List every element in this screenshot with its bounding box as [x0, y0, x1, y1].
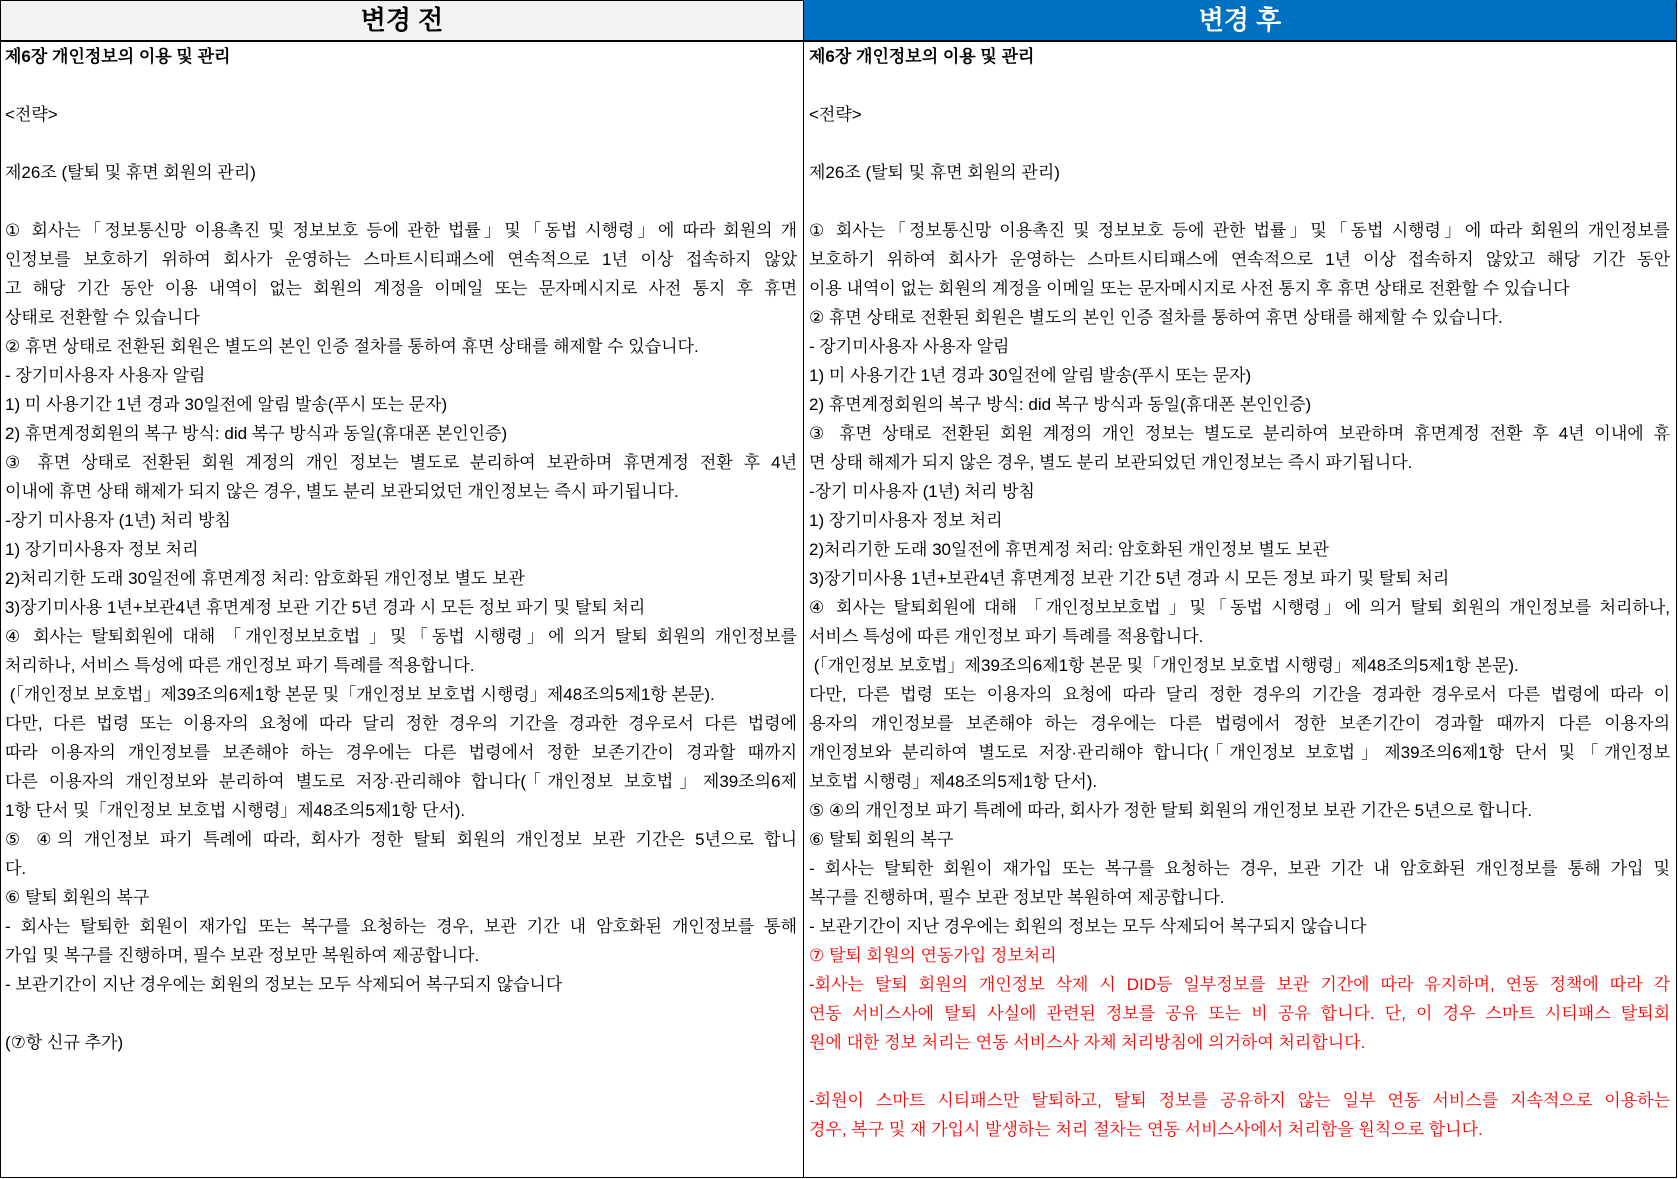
column-before — [0, 42, 804, 1178]
paragraph — [809, 680, 1670, 796]
text-line: ③ 휴면 상태로 전환된 회원 계정의 개인 정보는 별도로 분리하여 보관하며 휴면계정 전환 후 4년 이내에 휴 — [809, 424, 1670, 443]
text-line — [809, 129, 1670, 158]
paragraph — [5, 709, 797, 825]
paragraph — [809, 332, 1670, 361]
text-line — [5, 999, 797, 1028]
text-line: 1) 미 사용기간 1년 경과 30일전에 알림 발송(푸시 또는 문자) — [809, 366, 1252, 385]
paragraph — [5, 506, 797, 535]
text-line — [809, 71, 1670, 100]
blank-line — [809, 1057, 1670, 1086]
paragraph — [809, 535, 1670, 564]
added-paragraph — [809, 941, 1670, 970]
text-line — [5, 129, 797, 158]
paragraph — [5, 390, 797, 419]
text-line: 연동 서비스사에 탈퇴 사실에 관련된 정보를 공유 또는 비 공유 합니다. 단, 이 경우 스마트 시티패스 탈퇴회 — [809, 1004, 1670, 1023]
text-line — [809, 1057, 1670, 1086]
paragraph — [5, 622, 797, 680]
paragraph — [5, 825, 797, 883]
paragraph — [5, 158, 797, 187]
text-line: 다만, 다른 법령 또는 이용자의 요청에 따라 달리 정한 경우의 기간을 경과한 경우로서 다른 법령에 따라 이 — [809, 685, 1670, 704]
blank-line — [809, 187, 1670, 216]
paragraph — [809, 825, 1670, 854]
paragraph — [809, 564, 1670, 593]
header-before — [0, 0, 804, 42]
blank-line — [5, 999, 797, 1028]
text-line: 보호하기 위하여 회사가 운영하는 스마트시티패스에 연속적으로 1년 이상 접속하지 않았고 해당 기간 동안 — [809, 250, 1670, 269]
text-line: - 회사는 탈퇴한 회원이 재가입 또는 복구를 요청하는 경우, 보관 기간 내 암호화된 개인정보를 통해 — [5, 917, 797, 936]
text-line: ② 휴면 상태로 전환된 회원은 별도의 본인 인증 절차를 통하여 휴면 상태를 해제할 수 있습니다. — [5, 337, 699, 356]
text-line: 처리하나, 서비스 특성에 따른 개인정보 파기 특례를 적용합니다. — [5, 656, 475, 675]
paragraph — [809, 651, 1670, 680]
paragraph — [809, 506, 1670, 535]
text-line: ① 회사는「정보통신망 이용촉진 및 정보보호 등에 관한 법률」및「동법 시행령」에 따라 회원의 개인정보를 — [809, 221, 1670, 240]
text-line: 제26조 (탈퇴 및 휴면 회원의 관리) — [5, 163, 256, 182]
added-paragraph — [809, 1086, 1670, 1144]
text-line: ③ 휴면 상태로 전환된 회원 계정의 개인 정보는 별도로 분리하여 보관하며 휴면계정 전환 후 4년 — [5, 453, 797, 472]
text-line: - 장기미사용자 사용자 알림 — [5, 366, 206, 385]
paragraph — [5, 448, 797, 506]
paragraph — [5, 883, 797, 912]
text-line: 개인정보와 분리하여 별도로 저장·관리해야 합니다(「개인정보 보호법」제39조의6제1항 단서 및「개인정보 — [809, 743, 1670, 762]
chapter-title — [5, 42, 797, 71]
text-line: 보호법 시행령」제48조의5제1항 단서). — [809, 772, 1098, 791]
text-line: 가입 및 복구를 진행하며, 필수 보관 정보만 복원하여 제공합니다. — [5, 946, 480, 965]
text-line — [5, 187, 797, 216]
header-before-label: 변경 전 — [360, 5, 444, 35]
text-line: -장기 미사용자 (1년) 처리 방침 — [809, 482, 1035, 501]
paragraph — [809, 593, 1670, 651]
added-paragraph — [809, 970, 1670, 1057]
paragraph — [809, 912, 1670, 941]
text-line: ④ 회사는 탈퇴회원에 대해 「개인정보보호법 」및「동법 시행령」에 의거 탈퇴 회원의 개인정보를 처리하나, — [809, 598, 1670, 617]
header-after — [804, 0, 1677, 42]
text-line: 인정보를 보호하기 위하여 회사가 운영하는 스마트시티패스에 연속적으로 1년 이상 접속하지 않았 — [5, 250, 797, 269]
header-after-label: 변경 후 — [1198, 5, 1282, 35]
text-line: 서비스 특성에 따른 개인정보 파기 특례를 적용합니다. — [809, 627, 1204, 646]
text-line: ② 휴면 상태로 전환된 회원은 별도의 본인 인증 절차를 통하여 휴면 상태를 해제할 수 있습니다. — [809, 308, 1503, 327]
chapter-title — [809, 42, 1670, 71]
text-line: ① 회사는「정보통신망 이용촉진 및 정보보호 등에 관한 법률」및「동법 시행령」에 따라 회원의 개 — [5, 221, 797, 240]
paragraph — [5, 680, 797, 709]
blank-line — [5, 71, 797, 100]
text-line: (「개인정보 보호법」제39조의6제1항 본문 및「개인정보 보호법 시행령」제48조의5제1항 본문). — [809, 656, 1519, 675]
text-line: 이용 내역이 없는 회원의 계정을 이메일 또는 문자메시지로 사전 통지 후 휴면 상태로 전환할 수 있습니다 — [809, 279, 1570, 298]
text-line: 상태로 전환할 수 있습니다 — [5, 308, 200, 327]
column-after — [804, 42, 1677, 1178]
paragraph — [809, 216, 1670, 303]
text-line: 다. — [5, 859, 27, 878]
text-line: 1항 단서 및「개인정보 보호법 시행령」제48조의5제1항 단서). — [5, 801, 466, 820]
text-line: 고 해당 기간 동안 이용 내역이 없는 회원의 계정을 이메일 또는 문자메시지로 사전 통지 후 휴면 — [5, 279, 797, 298]
blank-line — [5, 187, 797, 216]
text-line: 3)장기미사용 1년+보관4년 휴면계정 보관 기간 5년 경과 시 모든 정보 파기 및 탈퇴 처리 — [809, 569, 1450, 588]
text-line: 제6장 개인정보의 이용 및 관리 — [809, 47, 1035, 66]
paragraph — [809, 361, 1670, 390]
paragraph — [5, 361, 797, 390]
text-line: ⑤ ④의 개인정보 파기 특례에 따라, 회사가 정한 탈퇴 회원의 개인정보 보관 기간은 5년으로 합니 — [5, 830, 797, 849]
paragraph — [809, 303, 1670, 332]
text-line: ⑥ 탈퇴 회원의 복구 — [809, 830, 954, 849]
text-line: 면 상태 해제가 되지 않은 경우, 별도 분리 보관되었던 개인정보는 즉시 파기됩니다. — [809, 453, 1413, 472]
text-line: - 보관기간이 지난 경우에는 회원의 정보는 모두 삭제되어 복구되지 않습니다 — [5, 975, 563, 994]
text-line: 2)처리기한 도래 30일전에 휴면계정 처리: 암호화된 개인정보 별도 보관 — [5, 569, 525, 588]
paragraph — [5, 332, 797, 361]
paragraph — [809, 419, 1670, 477]
paragraph — [5, 970, 797, 999]
text-line: ⑥ 탈퇴 회원의 복구 — [5, 888, 150, 907]
text-line: -장기 미사용자 (1년) 처리 방침 — [5, 511, 231, 530]
text-line: 다만, 다른 법령 또는 이용자의 요청에 따라 달리 정한 경우의 기간을 경과한 경우로서 다른 법령에 — [5, 714, 797, 733]
text-line: 제6장 개인정보의 이용 및 관리 — [5, 47, 231, 66]
paragraph — [5, 216, 797, 332]
text-line: ⑦ 탈퇴 회원의 연동가입 정보처리 — [809, 946, 1057, 965]
paragraph — [809, 158, 1670, 187]
text-line: 용자의 개인정보를 보존해야 하는 경우에는 다른 법령에서 정한 보존기간이 경과할 때까지 다른 이용자의 — [809, 714, 1670, 733]
text-line: 원에 대한 정보 처리는 연동 서비스사 자체 처리방침에 의거하여 처리합니다. — [809, 1033, 1366, 1052]
text-line: 경우, 복구 및 재 가입시 발생하는 처리 절차는 연동 서비스사에서 처리함을 원칙으로 합니다. — [809, 1120, 1483, 1139]
text-line: 제26조 (탈퇴 및 휴면 회원의 관리) — [809, 163, 1060, 182]
text-line: 따라 이용자의 개인정보를 보존해야 하는 경우에는 다른 법령에서 정한 보존기간이 경과할 때까지 — [5, 743, 797, 762]
text-line: -회원이 스마트 시티패스만 탈퇴하고, 탈퇴 정보를 공유하지 않는 일부 연동 서비스를 지속적으로 이용하는 — [809, 1091, 1670, 1110]
blank-line — [809, 129, 1670, 158]
text-line: (「개인정보 보호법」제39조의6제1항 본문 및「개인정보 보호법 시행령」제48조의5제1항 본문). — [5, 685, 715, 704]
text-line: 이내에 휴면 상태 해제가 되지 않은 경우, 별도 분리 보관되었던 개인정보는 즉시 파기됩니다. — [5, 482, 679, 501]
blank-line — [5, 129, 797, 158]
text-line: 1) 미 사용기간 1년 경과 30일전에 알림 발송(푸시 또는 문자) — [5, 395, 448, 414]
text-line: 2)처리기한 도래 30일전에 휴면계정 처리: 암호화된 개인정보 별도 보관 — [809, 540, 1329, 559]
text-line: 2) 휴면계정회원의 복구 방식: did 복구 방식과 동일(휴대폰 본인인증) — [809, 395, 1312, 414]
text-line: -회사는 탈퇴 회원의 개인정보 삭제 시 DID등 일부정보를 보관 기간에 따라 유지하며, 연동 정책에 따라 각 — [809, 975, 1670, 994]
paragraph — [5, 419, 797, 448]
text-line: - 회사는 탈퇴한 회원이 재가입 또는 복구를 요청하는 경우, 보관 기간 내 암호화된 개인정보를 통해 가입 및 — [809, 859, 1670, 878]
text-line — [809, 187, 1670, 216]
text-line: 복구를 진행하며, 필수 보관 정보만 복원하여 제공합니다. — [809, 888, 1225, 907]
text-line: <전략> — [809, 105, 862, 124]
text-line: (⑦항 신규 추가) — [5, 1033, 124, 1052]
paragraph — [809, 796, 1670, 825]
paragraph — [5, 564, 797, 593]
blank-line — [809, 71, 1670, 100]
paragraph — [5, 1028, 797, 1057]
text-line: 1) 장기미사용자 정보 처리 — [809, 511, 1003, 530]
text-line: 다른 이용자의 개인정보와 분리하여 별도로 저장·관리해야 합니다(「개인정보 보호법」제39조의6제 — [5, 772, 797, 791]
paragraph — [809, 854, 1670, 912]
text-line: - 보관기간이 지난 경우에는 회원의 정보는 모두 삭제되어 복구되지 않습니다 — [809, 917, 1367, 936]
text-line: 2) 휴면계정회원의 복구 방식: did 복구 방식과 동일(휴대폰 본인인증) — [5, 424, 508, 443]
text-line: <전략> — [5, 105, 58, 124]
text-line — [5, 71, 797, 100]
paragraph — [809, 390, 1670, 419]
text-line: - 장기미사용자 사용자 알림 — [809, 337, 1010, 356]
paragraph — [5, 535, 797, 564]
paragraph — [5, 100, 797, 129]
text-line: 3)장기미사용 1년+보관4년 휴면계정 보관 기간 5년 경과 시 모든 정보 파기 및 탈퇴 처리 — [5, 598, 646, 617]
text-line: ④ 회사는 탈퇴회원에 대해 「개인정보보호법 」및「동법 시행령」에 의거 탈퇴 회원의 개인정보를 — [5, 627, 797, 646]
paragraph — [5, 593, 797, 622]
paragraph — [809, 100, 1670, 129]
text-line: ⑤ ④의 개인정보 파기 특례에 따라, 회사가 정한 탈퇴 회원의 개인정보 보관 기간은 5년으로 합니다. — [809, 801, 1533, 820]
text-line: 1) 장기미사용자 정보 처리 — [5, 540, 199, 559]
paragraph — [809, 477, 1670, 506]
paragraph — [5, 912, 797, 970]
